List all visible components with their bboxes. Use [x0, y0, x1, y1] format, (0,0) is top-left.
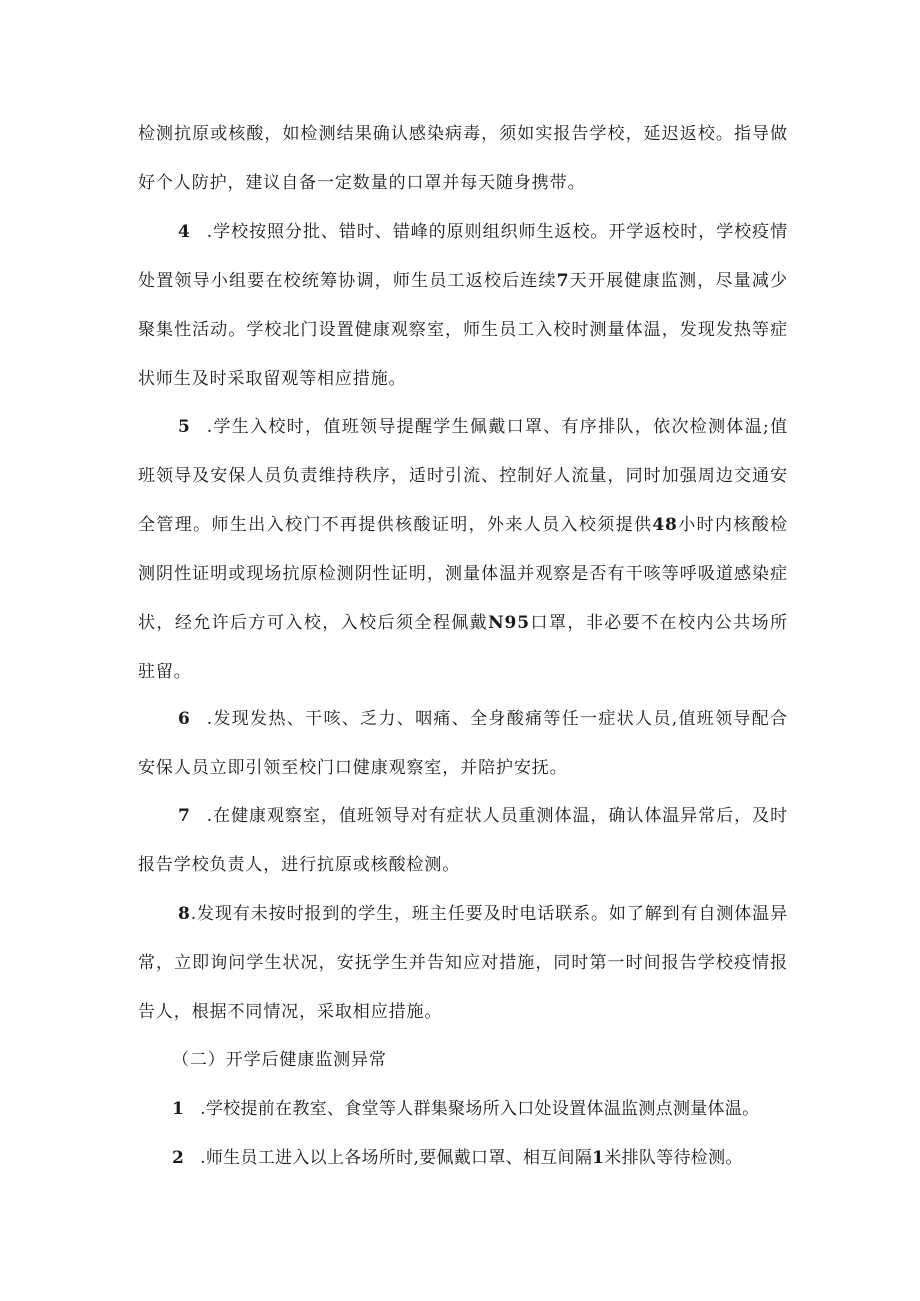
item-number: 6 — [178, 709, 191, 729]
item-number: 1 — [172, 1099, 185, 1119]
paragraph-5: 5 .学生入校时，值班领导提醒学生佩戴口罩、有序排队，依次检测体温;值班领导及安保人员负责维持秩序，适时引流、控制好人流量，同时加强周边交通安全管理。师生出入校门不再提供核酸证明，外来人员入校须提供48小时内核酸检测阴性证明或现场抗原检测阴性证明，测量体温并观察是否有干咳等呼吸道感染症状，经允许后方可入校，入校后须全程佩戴N95口罩，非必要不在校内公共场所驻留。 — [138, 417, 788, 682]
item-number: 8 — [178, 904, 191, 924]
paragraph-intro: 检测抗原或核酸，如检测结果确认感染病毒，须如实报告学校，延迟返校。指导做好个人防护，建议自备一定数量的口罩并每天随身携带。 — [138, 124, 788, 193]
paragraph-4: 4 .学校按照分批、错时、错峰的原则组织师生返校。开学返校时，学校疫情处置领导小组要在校统筹协调，师生员工返校后连续7天开展健康监测，尽量减少聚集性活动。学校北门设置健康观察室，师生员工入校时测量体温，发现发热等症状师生及时采取留观等相应措施。 — [138, 222, 788, 389]
item-number: 7 — [178, 806, 191, 826]
item-number: 5 — [178, 417, 191, 437]
section2-item-2: 2 .师生员工进入以上各场所时,要佩戴口罩、相互间隔1米排队等待检测。 — [172, 1148, 743, 1168]
paragraph-7: 7 .在健康观察室，值班领导对有症状人员重测体温，确认体温异常后，及时报告学校负责人，进行抗原或核酸检测。 — [138, 806, 788, 875]
item-number: 4 — [178, 222, 191, 242]
paragraph-6: 6 .发现发热、干咳、乏力、咽痛、全身酸痛等任一症状人员,值班领导配合安保人员立即引领至校门口健康观察室，并陪护安抚。 — [138, 709, 788, 778]
paragraph-8: 8.发现有未按时报到的学生，班主任要及时电话联系。如了解到有自测体温异常，立即询问学生状况，安抚学生并告知应对措施，同时第一时间报告学校疫情报告人，根据不同情况，采取相应措施。 — [138, 904, 788, 1022]
section-heading: （二）开学后健康监测异常 — [172, 1050, 387, 1070]
section2-item-1: 1 .学校提前在教室、食堂等人群集聚场所入口处设置体温监测点测量体温。 — [172, 1099, 760, 1119]
item-number: 2 — [172, 1148, 185, 1168]
